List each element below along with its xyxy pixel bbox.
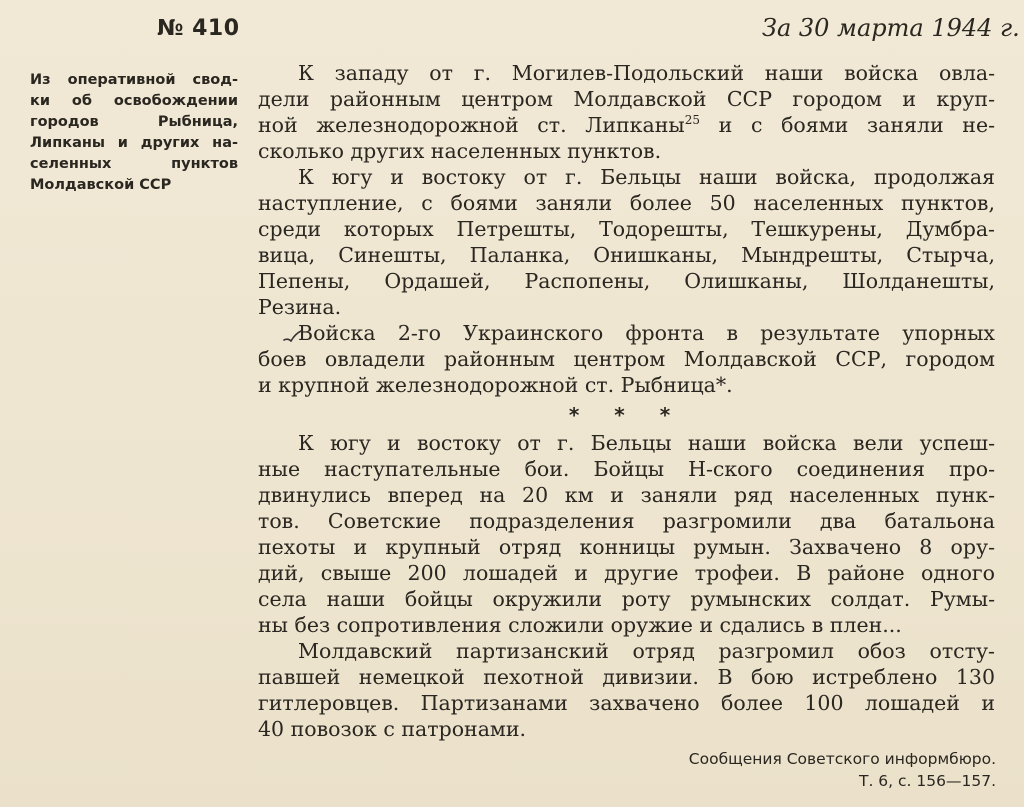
text-line: тов. Советские подразделения разгромили два батальона bbox=[258, 509, 995, 533]
caption-line: городов Рыбница, bbox=[30, 114, 238, 130]
paragraph-2 bbox=[258, 164, 995, 320]
side-caption bbox=[30, 70, 238, 196]
text-line: наступление, с боями заняли более 50 населенных пунктов, bbox=[258, 191, 995, 215]
text-line: Пепены, Ордашей, Распопены, Олишканы, Шолданешты, bbox=[258, 269, 995, 293]
text-line: дели районным центром Молдавской ССР городом и круп- bbox=[258, 87, 995, 111]
caption-line: Из оперативной свод- bbox=[30, 72, 238, 88]
text-line: Молдавский партизанский отряд разгромил обоз отсту- bbox=[298, 639, 995, 663]
text-line: двинулись вперед на 20 км и заняли ряд населенных пунк- bbox=[258, 483, 995, 507]
paragraph-3 bbox=[258, 320, 995, 398]
text-line: ные наступательные бои. Бойцы Н-ского соединения про- bbox=[258, 457, 995, 481]
source-reference: Т. 6, с. 156—157. bbox=[858, 772, 996, 790]
text-line bbox=[258, 112, 995, 138]
text-line: павшей немецкой пехотной дивизии. В бою истреблено 130 bbox=[258, 665, 995, 689]
text-line: среди которых Петрешты, Тодорешты, Тешкурены, Думбра- bbox=[258, 217, 995, 241]
text-line: села наши бойцы окружили роту румынских солдат. Румы- bbox=[258, 587, 995, 611]
pen-check-mark-icon bbox=[282, 328, 302, 348]
text-line: сколько других населенных пунктов. bbox=[258, 139, 662, 163]
text-line: К югу и востоку от г. Бельцы наши войска, продолжая bbox=[298, 165, 995, 189]
document-date: За 30 марта 1944 г. bbox=[762, 14, 1020, 42]
text-line: Резина. bbox=[258, 295, 342, 319]
paragraph-4 bbox=[258, 430, 995, 638]
text-line: К западу от г. Могилев-Подольский наши войска овла- bbox=[298, 61, 995, 85]
source-citation bbox=[689, 748, 996, 792]
text-line: 40 повозок с патронами. bbox=[258, 717, 527, 741]
caption-line: Молдавской ССР bbox=[30, 177, 172, 193]
text-line: пехоты и крупный отряд конницы румын. Захвачено 8 ору- bbox=[258, 535, 995, 559]
text-fragment: и с боями заняли не- bbox=[699, 113, 996, 137]
paragraph-5 bbox=[258, 638, 995, 742]
text-line: ны без сопротивления сложили оружие и сдались в плен... bbox=[258, 613, 902, 637]
text-line: боев овладели районным центром Молдавской ССР, городом bbox=[258, 347, 995, 371]
source-title: Сообщения Советского информбюро. bbox=[688, 750, 996, 768]
caption-line: Липканы и других на- bbox=[30, 135, 238, 151]
text-line: дий, свыше 200 лошадей и другие трофеи. В районе одного bbox=[258, 561, 995, 585]
text-line: и крупной железнодорожной ст. Рыбница*. bbox=[258, 373, 733, 397]
text-line: гитлеровцев. Партизанами захвачено более 100 лошадей и bbox=[258, 691, 995, 715]
text-line: вица, Синешты, Паланка, Онишканы, Мындрешты, Стырча, bbox=[258, 243, 995, 267]
text-line: Войска 2-го Украинского фронта в результате упорных bbox=[298, 321, 995, 345]
caption-line: ки об освобождении bbox=[30, 93, 238, 109]
paragraph-1 bbox=[258, 60, 995, 164]
document-body bbox=[258, 60, 995, 742]
text-fragment: ной железнодорожной ст. Липканы bbox=[258, 113, 685, 137]
text-line: К югу и востоку от г. Бельцы наши войска вели успеш- bbox=[298, 431, 995, 455]
document-number: № 410 bbox=[157, 16, 240, 41]
footnote-marker: 25 bbox=[684, 113, 700, 128]
caption-line: селенных пунктов bbox=[30, 156, 238, 172]
section-separator: * * * bbox=[568, 403, 685, 427]
